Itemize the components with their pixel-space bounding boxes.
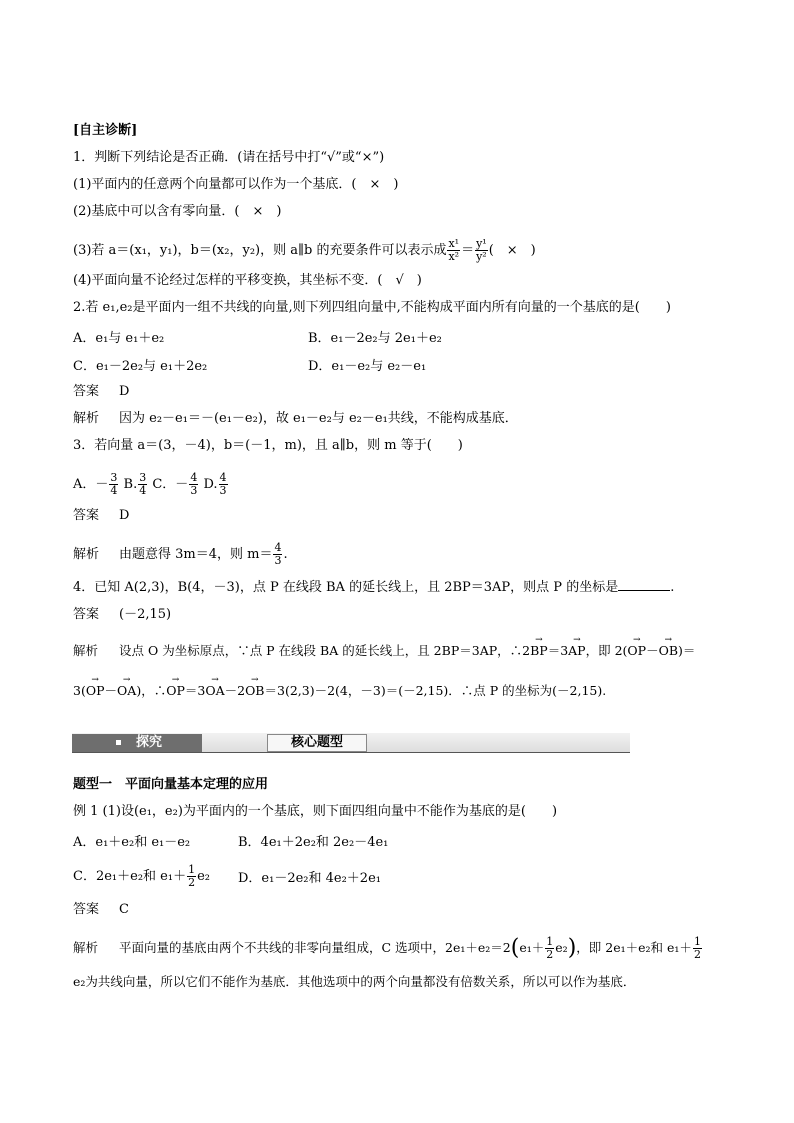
analysis-keyword: 解析 xyxy=(73,643,99,658)
analysis-text: )，∴ xyxy=(136,683,167,698)
analysis-text: 因为 e₂－e₁＝－(e₁－e₂)，故 e₁－e₂与 e₂－e₁共线，不能构成基底． xyxy=(119,411,518,426)
vector-bp: → BP xyxy=(530,642,548,660)
frac-den: 3 xyxy=(219,484,227,497)
analysis-text: 由题意得 3m＝4，则 m＝ xyxy=(119,547,273,562)
banner-tab-core xyxy=(267,734,367,752)
example-option-c-frac xyxy=(187,864,196,889)
frac-den: 4 xyxy=(139,484,147,497)
vector-oa: → OA xyxy=(205,682,224,700)
example-stem: 例 1 (1)设(e₁，e₂)为平面内的一个基底，则下面四组向量中不能作为基底的是( ) xyxy=(73,804,558,819)
q1-item-2: (2)基底中可以含有零向量．( × ) xyxy=(73,204,282,219)
q2-option-d: D．e₁－e₂与 e₂－e₁ xyxy=(308,359,427,374)
example-answer xyxy=(73,901,129,919)
answer-blank xyxy=(618,578,670,591)
analysis-keyword: 解析 xyxy=(73,940,99,955)
q1-item-3 xyxy=(73,238,536,263)
frac-den: x² xyxy=(448,250,460,263)
q1-item3-prefix: (3)若 a＝(x₁，y₁)，b＝(x₂，y₂)，则 a∥b 的充要条件可以表示成 xyxy=(73,243,447,258)
vector-op: → OP xyxy=(627,642,646,660)
answer-value: D xyxy=(119,508,130,523)
frac-num: 3 xyxy=(139,471,147,484)
option-text: C．2e₁＋e₂和 e₁＋ xyxy=(73,869,187,884)
frac-den: 2 xyxy=(693,948,701,961)
analysis-text: 平面向量的基底由两个不共线的非零向量组成，C 选项中，2e₁＋e₂＝2 xyxy=(119,940,511,955)
option-text: e₂ xyxy=(197,869,210,884)
q3-options xyxy=(73,472,229,497)
q2-stem: 2.若 e₁,e₂是平面内一组不共线的向量,则下列四组向量中,不能构成平面内所有向量的一个基底的是( ) xyxy=(73,300,671,315)
vector-ap: → AP xyxy=(568,642,585,660)
vector-op: → OP xyxy=(86,682,105,700)
analysis-text: ，即 2e₁＋e₂和 e₁＋ xyxy=(576,940,692,955)
banner-dark-label: 探究 xyxy=(136,735,163,750)
q3-option-c-frac xyxy=(189,472,198,497)
q1-item-4: (4)平面向量不论经过怎样的平移变换，其坐标不变．( √ ) xyxy=(73,273,422,288)
q3-option-d-label: D. xyxy=(203,477,218,492)
analysis-text: e₂ xyxy=(555,940,568,955)
example-option-c xyxy=(73,864,210,889)
q4-analysis-line-2 xyxy=(73,682,606,700)
frac-num: 4 xyxy=(190,471,198,484)
analysis-text: －2 xyxy=(224,683,246,698)
example-option-a: A．e₁＋e₂和 e₁－e₂ xyxy=(73,835,191,850)
example-option-d: D．e₁－2e₂和 4e₂＋2e₁ xyxy=(238,871,381,886)
answer-keyword: 答案 xyxy=(73,384,100,399)
frac-num: x¹ xyxy=(448,237,460,250)
banner-light-label: 核心题型 xyxy=(290,735,343,750)
example-analysis-line-2: e₂为共线向量，所以它们不能作为基底．其他选项中的两个向量都没有倍数关系，所以可以作为基底． xyxy=(73,974,636,989)
vector-op: → OP xyxy=(166,682,185,700)
q4-stem-text: 4．已知 A(2,3)，B(4，－3)，点 P 在线段 BA 的延长线上，且 2BP＝3AP，则点 P 的坐标是 xyxy=(73,580,619,595)
analysis-keyword: 解析 xyxy=(73,547,100,562)
q3-option-b-frac xyxy=(138,472,147,497)
section-header: [自主诊断] xyxy=(73,123,138,138)
q1-item3-eq: ＝ xyxy=(461,243,475,258)
q4-answer xyxy=(73,606,171,624)
vector-oa: → OA xyxy=(117,682,136,700)
q3-option-a-label: A．－ xyxy=(73,477,109,492)
q1-stem: 1．判断下列结论是否正确．(请在括号中打“√”或“×”) xyxy=(73,150,385,165)
q2-option-b: B．e₁－2e₂与 2e₁＋e₂ xyxy=(308,331,442,346)
frac-den: 3 xyxy=(274,554,282,567)
analysis-text: ＝3 xyxy=(184,683,206,698)
q3-stem: 3．若向量 a＝(3，－4)，b＝(－1，m)，且 a∥b，则 m 等于( ) xyxy=(73,438,463,453)
frac-den: 2 xyxy=(546,948,554,961)
q3-answer xyxy=(73,507,129,525)
analysis-end: . xyxy=(283,547,288,562)
q3-analysis xyxy=(73,542,288,567)
frac-num: 4 xyxy=(274,541,282,554)
q1-item3-frac-y xyxy=(475,238,488,263)
frac-num: y¹ xyxy=(476,237,487,250)
frac-den: y² xyxy=(476,250,487,263)
answer-keyword: 答案 xyxy=(73,902,100,917)
answer-value: D xyxy=(119,384,130,399)
section-banner xyxy=(72,733,630,753)
analysis-text: e₁＋ xyxy=(519,940,545,955)
right-paren: ) xyxy=(567,935,577,961)
q4-analysis-line-1 xyxy=(73,642,695,660)
left-paren: ( xyxy=(510,935,520,961)
frac-den: 4 xyxy=(110,484,118,497)
q3-option-a-frac xyxy=(109,472,118,497)
frac-den: 3 xyxy=(190,484,198,497)
answer-value: C xyxy=(119,902,129,917)
q4-stem-end: . xyxy=(670,580,675,595)
q1-item3-suffix: ( × ) xyxy=(488,243,536,258)
q2-option-a: A．e₁与 e₁＋e₂ xyxy=(73,331,165,346)
analysis-keyword: 解析 xyxy=(73,411,100,426)
analysis-frac xyxy=(693,936,702,961)
example-option-b: B．4e₁＋2e₂和 2e₂－4e₁ xyxy=(238,835,389,850)
analysis-text: ＝3 xyxy=(547,643,569,658)
q2-analysis xyxy=(73,410,518,428)
banner-rule xyxy=(72,752,630,753)
banner-tab-explore xyxy=(72,734,202,752)
topic-title: 题型一 平面向量基本定理的应用 xyxy=(73,777,269,792)
q3-analysis-frac xyxy=(273,542,282,567)
example-analysis-line-1 xyxy=(73,936,703,961)
frac-num: 4 xyxy=(219,471,227,484)
answer-value: (－2,15) xyxy=(119,607,172,622)
analysis-text: 设点 O 为坐标原点，∵点 P 在线段 BA 的延长线上，且 2BP＝3AP，∴2 xyxy=(119,643,531,658)
frac-num: 1 xyxy=(546,935,554,948)
answer-keyword: 答案 xyxy=(73,607,100,622)
square-bullet-icon xyxy=(116,740,121,745)
q1-item3-frac-x xyxy=(447,238,460,263)
q3-option-c-label: C．－ xyxy=(152,477,189,492)
q2-option-c: C．e₁－2e₂与 e₁＋2e₂ xyxy=(73,359,208,374)
answer-keyword: 答案 xyxy=(73,508,100,523)
analysis-text: － xyxy=(104,683,118,698)
frac-den: 2 xyxy=(188,876,196,889)
frac-num: 1 xyxy=(188,863,196,876)
frac-num: 3 xyxy=(110,471,118,484)
q4-stem xyxy=(73,578,674,597)
frac-num: 1 xyxy=(693,935,701,948)
vector-ob: → OB xyxy=(659,642,678,660)
q2-answer xyxy=(73,383,129,401)
analysis-inner-frac xyxy=(545,936,554,961)
q1-item-1: (1)平面内的任意两个向量都可以作为一个基底．( × ) xyxy=(73,177,399,192)
analysis-text: )＝ xyxy=(678,643,696,658)
analysis-text: 3( xyxy=(73,683,86,698)
analysis-text: ，即 2( xyxy=(585,643,628,658)
analysis-text: － xyxy=(646,643,659,658)
analysis-text: ＝3(2,3)－2(4，－3)＝(－2,15)．∴点 P 的坐标为(－2,15). xyxy=(264,683,607,698)
q3-option-d-frac xyxy=(219,472,228,497)
q3-option-b-label: B. xyxy=(123,477,138,492)
vector-ob: → OB xyxy=(245,682,264,700)
